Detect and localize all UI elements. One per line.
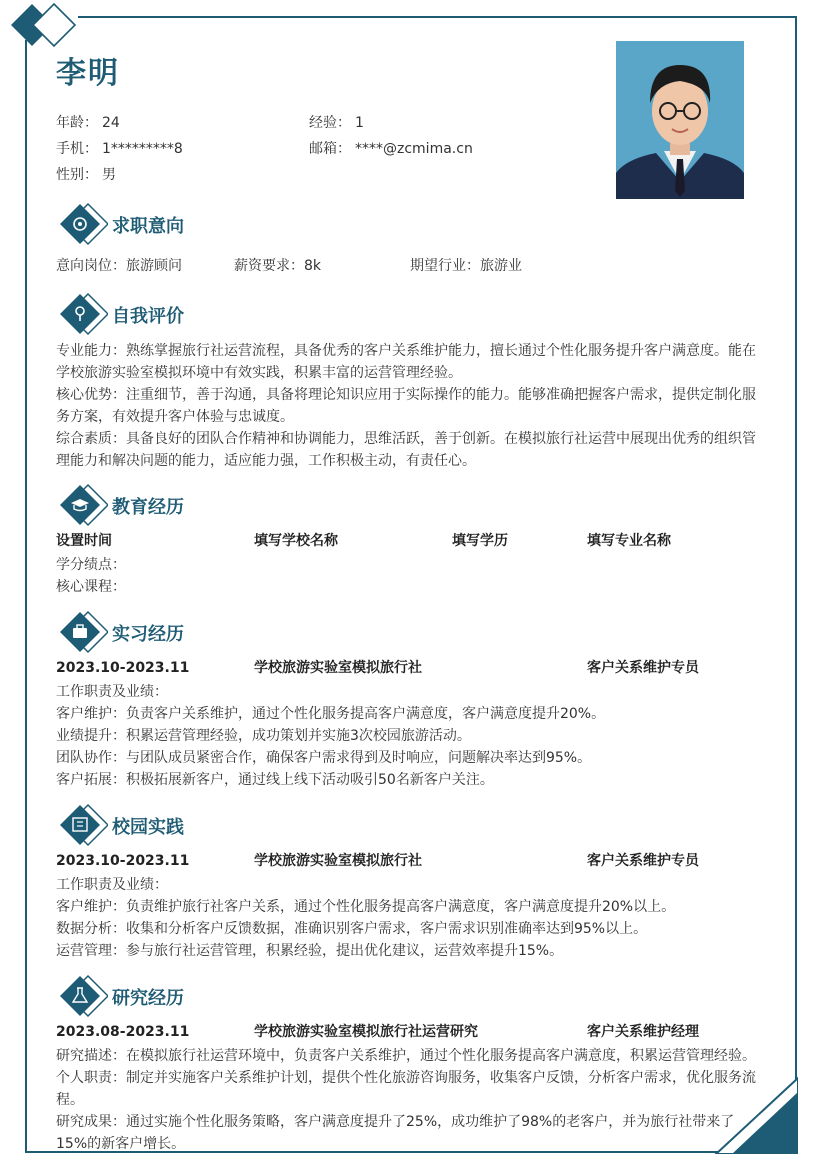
internship-line: 业绩提升：积累运营管理经验，成功策划并实施3次校园旅游活动。: [56, 728, 471, 744]
section-title-self-evaluation: 自我评价: [112, 306, 184, 327]
section-title-campus: 校园实践: [112, 817, 184, 838]
campus-line: 客户维护：负责维护旅行社客户关系，通过个性化服务提高客户满意度，客户满意度提升20%以上。: [56, 899, 676, 915]
position-label: 意向岗位：: [56, 258, 126, 274]
education-courses: 核心课程：: [56, 579, 126, 595]
age-field: [56, 112, 120, 132]
frame-right-border: [795, 16, 797, 1152]
email-label: 邮箱：: [309, 141, 351, 157]
internship-line: 工作职责及业绩：: [56, 684, 168, 700]
education-major: 填写专业名称: [587, 533, 671, 549]
intent-salary: [234, 255, 321, 277]
education-gpa: 学分绩点：: [56, 557, 126, 573]
email-field: [309, 138, 473, 158]
briefcase-icon: [58, 610, 108, 654]
section-header-research: [58, 974, 258, 1018]
corner-diamond-decoration: [8, 2, 90, 48]
age-value: 24: [102, 115, 120, 131]
salary-label: 薪资要求：: [234, 258, 304, 274]
section-title-intent: 求职意向: [112, 216, 184, 237]
campus-line: 工作职责及业绩：: [56, 877, 168, 893]
research-organization: 学校旅游实验室模拟旅行社运营研究: [254, 1024, 478, 1040]
section-title-research: 研究经历: [112, 988, 184, 1009]
campus-role: 客户关系维护专员: [587, 853, 699, 869]
internship-organization: 学校旅游实验室模拟旅行社: [254, 660, 422, 676]
flask-icon: [58, 974, 108, 1018]
gender-label: 性别：: [56, 167, 98, 183]
section-header-self-evaluation: [58, 292, 258, 336]
intent-row: [56, 255, 768, 277]
phone-value: 1*********8: [102, 141, 183, 157]
internship-header-row: [56, 657, 768, 679]
gender-field: [56, 164, 116, 184]
campus-header-row: [56, 850, 768, 872]
building-icon: [58, 803, 108, 847]
research-header-row: [56, 1021, 768, 1043]
research-results: 研究成果：通过实施个性化服务策略，客户满意度提升了25%，成功维护了98%的老客户，并为旅行社带来了15%的新客户增长。: [56, 1114, 735, 1152]
campus-organization: 学校旅游实验室模拟旅行社: [254, 853, 422, 869]
education-row: [56, 530, 768, 552]
campus-date: 2023.10-2023.11: [56, 853, 190, 869]
experience-value: 1: [355, 115, 364, 131]
section-header-internship: [58, 610, 258, 654]
self-eval-qualities: 综合素质：具备良好的团队合作精神和协调能力，思维活跃，善于创新。在模拟旅行社运营中展现出优秀的组织管理能力和解决问题的能力，适应能力强，工作积极主动，有责任心。: [56, 431, 756, 469]
section-header-campus: [58, 803, 258, 847]
internship-line: 团队协作：与团队成员紧密合作，确保客户需求得到及时响应，问题解决率达到95%。: [56, 750, 592, 766]
salary-value: 8k: [304, 258, 322, 274]
education-time: 设置时间: [56, 533, 112, 549]
phone-field: [56, 138, 183, 158]
campus-line: 运营管理：参与旅行社运营管理，积累经验，提出优化建议，运营效率提升15%。: [56, 943, 564, 959]
age-label: 年龄：: [56, 115, 98, 131]
section-title-education: 教育经历: [112, 497, 184, 518]
industry-value: 旅游业: [480, 258, 522, 274]
research-description: 研究描述：在模拟旅行社运营环境中，负责客户关系维护，通过个性化服务提高客户满意度，积累运营管理经验。: [56, 1048, 756, 1064]
research-responsibilities: 个人职责：制定并实施客户关系维护计划，提供个性化旅游咨询服务，收集客户反馈，分析客户需求，优化服务流程。: [56, 1070, 756, 1108]
profile-photo: [616, 41, 744, 199]
section-title-internship: 实习经历: [112, 624, 184, 645]
campus-line: 数据分析：收集和分析客户反馈数据，准确识别客户需求，客户需求识别准确率达到95%以上。: [56, 921, 648, 937]
gender-value: 男: [102, 167, 116, 183]
candidate-name: 李明: [56, 56, 120, 91]
research-date: 2023.08-2023.11: [56, 1024, 190, 1040]
internship-date: 2023.10-2023.11: [56, 660, 190, 676]
intent-industry: [410, 255, 522, 277]
graduation-cap-icon: [58, 483, 108, 527]
phone-label: 手机：: [56, 141, 98, 157]
education-school: 填写学校名称: [254, 533, 338, 549]
section-header-education: [58, 483, 258, 527]
internship-line: 客户拓展：积极拓展新客户，通过线上线下活动吸引50名新客户关注。: [56, 772, 494, 788]
frame-left-border: [25, 40, 27, 1152]
section-header-intent: [58, 202, 258, 246]
intent-position: [56, 255, 182, 277]
self-eval-strengths: 核心优势：注重细节，善于沟通，具备将理论知识应用于实际操作的能力。能够准确把握客户需求，提供定制化服务方案，有效提升客户体验与忠诚度。: [56, 387, 756, 425]
email-value: ****@zcmima.cn: [355, 141, 473, 157]
self-eval-professional: 专业能力：熟练掌握旅行社运营流程，具备优秀的客户关系维护能力，擅长通过个性化服务提升客户满意度。能在学校旅游实验室模拟环境中有效实践，积累丰富的运营管理经验。: [56, 343, 756, 381]
internship-line: 客户维护：负责客户关系维护，通过个性化服务提高客户满意度，客户满意度提升20%。: [56, 706, 606, 722]
experience-field: [309, 112, 364, 132]
industry-label: 期望行业：: [410, 258, 480, 274]
position-value: 旅游顾问: [126, 258, 182, 274]
frame-top-border: [78, 16, 797, 18]
experience-label: 经验：: [309, 115, 351, 131]
internship-role: 客户关系维护专员: [587, 660, 699, 676]
education-degree: 填写学历: [452, 533, 508, 549]
flower-icon: [58, 292, 108, 336]
target-icon: [58, 202, 108, 246]
research-role: 客户关系维护经理: [587, 1024, 699, 1040]
